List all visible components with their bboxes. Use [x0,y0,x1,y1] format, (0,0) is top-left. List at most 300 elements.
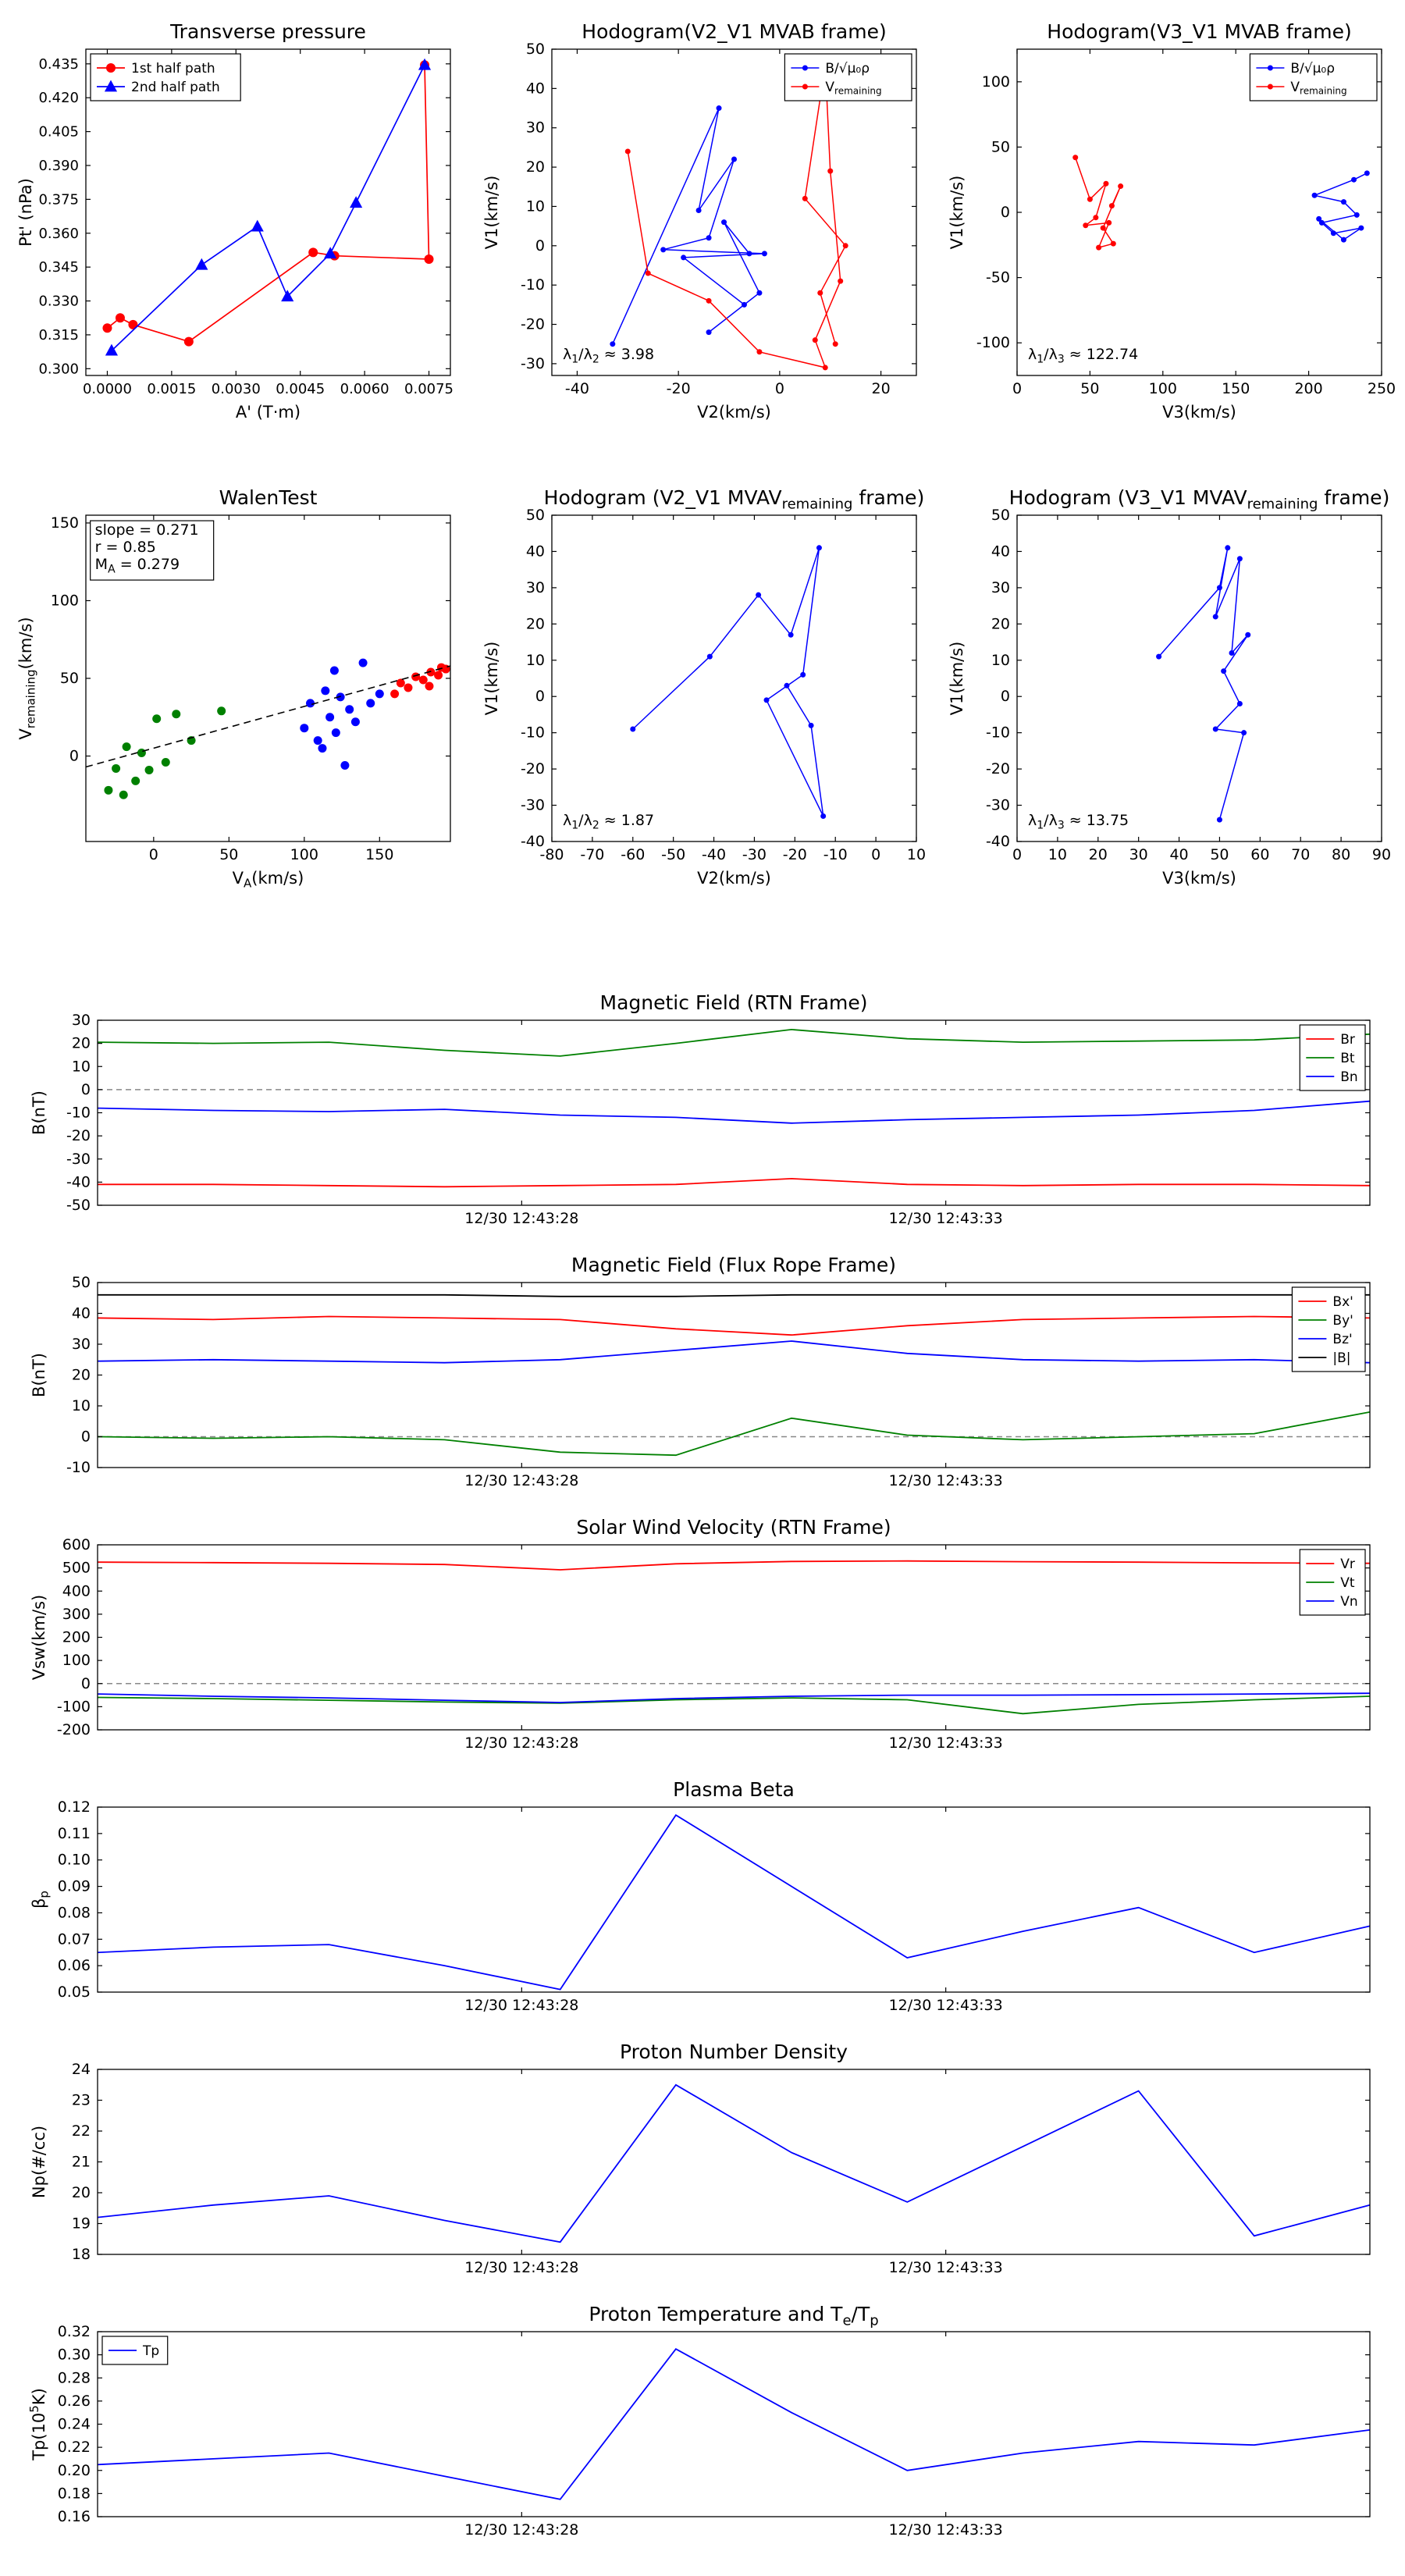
y-tick-label: 0.405 [38,123,79,141]
y-tick-label: 20 [71,2184,91,2201]
x-tick-label: -30 [742,846,767,863]
y-tick-label: 19 [71,2215,91,2233]
y-axis-label: Np(#/cc) [30,2125,48,2199]
point-marker [366,699,375,707]
y-tick-label: 50 [71,1274,91,1291]
x-tick-label: 10 [1048,846,1067,863]
point-marker [802,66,808,71]
point-marker [707,654,713,660]
x-tick-label: 0 [871,846,881,863]
y-tick-label: 0.08 [57,1904,91,1922]
chart-title: Hodogram (V3_V1 $MVAV_{remaining}$ frame) [1008,486,1390,513]
x-tick-label: 150 [365,846,394,863]
point-marker [102,323,112,333]
x-tick-label: -60 [621,846,646,863]
plot-background [98,1283,1370,1468]
annotation-text: $\lambda_1/\lambda_3 \approx 13.75$ [1028,812,1129,832]
point-marker [359,659,368,667]
legend-label: Bx' [1332,1293,1353,1310]
point-marker [823,365,828,370]
point-marker [404,683,412,692]
chart-hodogram-v3-v1-mvav [943,478,1396,899]
y-tick-label: -40 [520,833,545,850]
y-tick-label: 0 [535,688,545,706]
point-marker [1111,241,1116,247]
x-tick-label: 12/30 12:43:33 [888,2521,1003,2539]
y-tick-label: -200 [56,1721,91,1738]
point-marker [742,302,747,308]
y-tick-label: 20 [525,615,545,633]
point-marker [397,678,405,687]
point-marker [1268,66,1273,71]
point-marker [390,689,399,698]
point-marker [1341,199,1346,205]
y-tick-label: 30 [71,1012,91,1029]
x-tick-label: 12/30 12:43:28 [464,1735,579,1752]
y-tick-label: 20 [71,1034,91,1052]
x-tick-label: 150 [1222,380,1250,397]
point-marker [152,714,161,723]
annotation-text: $\lambda_1/\lambda_2 \approx 3.98$ [563,346,655,366]
y-axis-label: V1(km/s) [482,175,501,250]
point-marker [756,592,761,598]
point-marker [756,349,762,354]
x-tick-label: 12/30 12:43:28 [464,1997,579,2014]
point-marker [827,169,833,174]
y-tick-label: 0.20 [57,2461,91,2479]
y-tick-label: 0.360 [38,225,79,242]
point-marker [1364,170,1370,176]
y-tick-label: 20 [525,158,545,176]
plot-background [98,2332,1370,2517]
y-tick-label: 0.435 [38,55,79,73]
y-tick-label: 0.12 [57,1799,91,1816]
legend-label: $V_{remaining}$ [825,79,882,97]
point-marker [1217,585,1222,590]
y-tick-label: 10 [525,197,545,215]
point-marker [106,63,116,73]
plot-background [1017,515,1382,841]
y-tick-label: -10 [66,1459,91,1476]
chart-title: Plasma Beta [673,1778,795,1801]
y-tick-label: 0.32 [57,2323,91,2340]
point-marker [1103,181,1108,187]
y-tick-label: 24 [71,2061,91,2078]
y-tick-label: -20 [985,760,1010,778]
x-tick-label: 12/30 12:43:33 [888,1210,1003,1227]
x-tick-label: 60 [1250,846,1270,863]
y-tick-label: 200 [62,1628,91,1646]
point-marker [1217,817,1222,823]
y-tick-label: 150 [50,514,79,532]
x-axis-label: A' (T·m) [235,403,301,422]
y-tick-label: 0 [80,1080,91,1098]
legend-label: By' [1332,1312,1353,1329]
x-tick-label: -50 [661,846,686,863]
y-tick-label: 0.375 [38,191,79,208]
point-marker [351,717,360,726]
y-tick-label: 0.07 [57,1930,91,1948]
point-marker [820,813,826,819]
y-tick-label: 10 [991,651,1010,669]
x-tick-label: 12/30 12:43:28 [464,2259,579,2276]
x-tick-label: 200 [1294,380,1323,397]
point-marker [838,279,843,284]
y-tick-label: 0.22 [57,2439,91,2457]
point-marker [1106,220,1112,226]
y-tick-label: 50 [991,138,1010,156]
x-tick-label: 12/30 12:43:33 [888,1997,1003,2014]
legend [91,54,240,101]
x-tick-label: 12/30 12:43:33 [888,1735,1003,1752]
legend-label: |B| [1332,1350,1351,1366]
y-tick-label: 30 [71,1336,91,1353]
y-tick-label: 0 [535,237,545,254]
point-marker [419,675,428,684]
point-marker [1156,654,1161,660]
x-axis-label: $V_A(km/s)$ [232,869,304,891]
x-tick-label: 250 [1367,380,1396,397]
point-marker [784,683,789,688]
x-tick-label: 0 [148,846,158,863]
y-tick-label: 300 [62,1605,91,1623]
y-tick-label: -10 [520,724,545,742]
y-tick-label: 100 [981,73,1010,91]
chart-transverse-pressure [12,12,464,433]
y-tick-label: 0.330 [38,293,79,310]
chart-title: Hodogram(V3_V1 MVAB frame) [1047,20,1352,43]
y-tick-label: 0.05 [57,1984,91,2001]
chart-title: Solar Wind Velocity (RTN Frame) [576,1516,891,1539]
point-marker [696,208,702,213]
x-tick-label: 90 [1371,846,1392,863]
y-tick-label: 0.24 [57,2415,91,2433]
point-marker [1354,212,1360,218]
point-marker [746,251,752,256]
point-marker [306,699,315,707]
point-marker [1225,545,1230,550]
y-tick-label: 0.09 [57,1877,91,1895]
point-marker [119,791,128,799]
point-marker [630,727,635,732]
x-tick-label: 30 [1129,846,1148,863]
x-tick-label: 100 [1148,380,1177,397]
point-marker [300,724,308,732]
point-marker [1237,701,1243,706]
x-tick-label: 0 [774,380,784,397]
x-axis-label: V3(km/s) [1162,403,1236,422]
chart-proton-temperature [16,2297,1389,2554]
chart-hodogram-v2-v1-mvav [478,478,930,899]
point-marker [172,710,180,718]
y-tick-label: -30 [66,1150,91,1168]
y-tick-label: 0.10 [57,1851,91,1869]
y-tick-label: 0.18 [57,2485,91,2503]
point-marker [332,728,340,737]
y-tick-label: 0.390 [38,157,79,174]
chart-plasma-beta [16,1772,1389,2030]
y-tick-label: -30 [520,796,545,814]
chart-proton-number-density [16,2034,1389,2292]
x-axis-label: V2(km/s) [697,869,771,888]
y-tick-label: -10 [520,276,545,294]
point-marker [764,697,770,703]
y-tick-label: 0.28 [57,2369,91,2387]
y-axis-label: V1(km/s) [482,641,501,716]
chart-title: Proton Number Density [620,2041,848,2063]
y-tick-label: 18 [71,2246,91,2263]
y-tick-label: 50 [59,670,79,687]
point-marker [721,219,727,225]
legend-label: Br [1340,1031,1355,1048]
y-axis-label: $V_{remaining}(km/s)$ [16,617,38,740]
point-marker [816,545,822,550]
point-marker [646,271,651,276]
point-marker [1213,614,1218,620]
y-tick-label: 0.16 [57,2508,91,2525]
x-tick-label: 0.0015 [147,381,197,397]
y-tick-label: 50 [525,507,545,524]
y-tick-label: 0.420 [38,90,79,107]
y-tick-label: 0.315 [38,326,79,343]
legend-label: Vr [1340,1556,1355,1572]
legend-label: 2nd half path [131,79,220,95]
point-marker [1118,183,1123,189]
y-tick-label: 21 [71,2153,91,2171]
x-tick-label: 0 [1012,380,1023,397]
y-tick-label: 0 [80,1674,91,1692]
x-tick-label: 50 [1080,380,1100,397]
legend [1300,1550,1365,1615]
x-tick-label: -20 [666,380,691,397]
y-tick-label: -40 [985,833,1010,850]
x-tick-label: -40 [564,380,589,397]
legend [102,2336,168,2364]
point-marker [1237,556,1243,561]
point-marker [833,341,838,347]
point-marker [1241,730,1247,735]
x-tick-label: 20 [1088,846,1108,863]
chart-title: Hodogram (V2_V1 $MVAV_{remaining}$ frame) [543,486,925,513]
legend-label: Vt [1340,1574,1355,1591]
legend [1300,1025,1365,1091]
x-tick-label: 100 [290,846,318,863]
chart-title: Transverse pressure [170,20,366,43]
point-marker [802,84,808,90]
legend-label: Tp [143,2343,160,2359]
y-tick-label: 40 [525,543,545,560]
point-marker [706,235,712,240]
x-tick-label: 12/30 12:43:33 [888,1472,1003,1489]
legend-label: 1st half path [131,60,215,76]
y-axis-label: $Tp(10^5K)$ [27,2388,48,2460]
y-tick-label: 0 [80,1428,91,1446]
y-tick-label: 30 [991,578,1010,596]
y-tick-label: 0.345 [38,259,79,276]
y-axis-label: Pt' (nPa) [16,178,35,247]
point-marker [756,290,762,296]
plot-background [98,2069,1370,2254]
legend-label: Bz' [1332,1331,1353,1347]
point-marker [1083,222,1088,228]
x-tick-label: -40 [702,846,727,863]
point-marker [112,764,120,773]
x-tick-label: 40 [1169,846,1189,863]
point-marker [137,749,146,757]
y-tick-label: -20 [520,315,545,333]
point-marker [717,105,722,111]
y-axis-label: B(nT) [30,1091,48,1135]
annotation-text: $\lambda_1/\lambda_3 \approx 122.74$ [1028,346,1139,366]
x-tick-label: 12/30 12:43:28 [464,2521,579,2539]
point-marker [1358,226,1364,231]
point-marker [217,706,226,715]
y-tick-label: 0.30 [57,2346,91,2364]
x-tick-label: 12/30 12:43:33 [888,2259,1003,2276]
point-marker [1245,632,1250,638]
x-tick-label: 0.0000 [82,381,132,397]
x-tick-label: 0.0030 [211,381,261,397]
chart-title: WalenTest [219,486,318,509]
y-tick-label: 400 [62,1582,91,1600]
x-tick-label: -80 [539,846,564,863]
legend [1250,54,1377,101]
point-marker [1351,177,1357,183]
x-tick-label: 70 [1291,846,1311,863]
y-tick-label: 20 [71,1366,91,1384]
point-marker [802,196,808,201]
chart-magnetic-field-flux-rope [16,1247,1389,1505]
y-tick-label: 40 [71,1304,91,1322]
y-tick-label: -100 [56,1698,91,1716]
y-tick-label: 30 [525,578,545,596]
point-marker [314,736,322,745]
point-marker [184,337,194,347]
annotation-text: $\lambda_1/\lambda_2 \approx 1.87$ [563,812,655,832]
y-tick-label: 0 [1000,688,1010,706]
y-tick-label: 50 [991,507,1010,524]
x-tick-label: 20 [871,380,891,397]
point-marker [318,744,326,753]
y-tick-label: 0.300 [38,361,79,378]
chart-walen-test [12,478,464,899]
point-marker [425,681,433,690]
y-axis-label: V1(km/s) [948,175,966,250]
y-tick-label: 40 [525,80,545,98]
point-marker [809,723,814,728]
point-marker [345,705,354,713]
point-marker [800,672,806,678]
y-tick-label: -30 [985,796,1010,814]
point-marker [1093,215,1098,220]
x-tick-label: 10 [906,846,927,863]
y-axis-label: V1(km/s) [948,641,966,716]
y-tick-label: 10 [71,1397,91,1414]
x-tick-label: -20 [782,846,807,863]
point-marker [321,686,329,695]
point-marker [425,254,434,264]
x-tick-label: 0 [1012,846,1023,863]
chart-solar-wind-velocity [16,1510,1389,1767]
x-tick-label: 0.0060 [340,381,389,397]
point-marker [1101,226,1106,231]
y-tick-label: 600 [62,1536,91,1553]
x-tick-label: 50 [1210,846,1229,863]
y-tick-label: -100 [976,334,1010,352]
point-marker [625,148,631,154]
x-axis-label: V3(km/s) [1162,869,1236,888]
y-tick-label: 23 [71,2091,91,2109]
point-marker [843,243,848,248]
annotation-text: r = 0.85 [94,539,156,557]
chart-title: Hodogram(V2_V1 MVAB frame) [582,20,887,43]
legend-label: $V_{remaining}$ [1290,79,1347,97]
y-tick-label: 22 [71,2122,91,2140]
y-tick-label: 40 [991,543,1010,560]
y-axis-label: B(nT) [30,1353,48,1397]
chart-hodogram-v3-v1-mvab [943,12,1396,433]
point-marker [308,247,318,257]
point-marker [340,761,349,770]
y-tick-label: 20 [991,615,1010,633]
x-tick-label: 0.0045 [276,381,325,397]
y-tick-label: 500 [62,1559,91,1577]
x-tick-label: -10 [823,846,848,863]
legend-box [1292,1287,1365,1372]
y-tick-label: -30 [520,354,545,372]
point-marker [116,313,125,322]
plot-background [98,1807,1370,1992]
legend [1292,1287,1365,1372]
y-tick-label: -40 [66,1173,91,1191]
point-marker [1312,193,1318,198]
point-marker [145,766,154,774]
point-marker [1341,237,1346,243]
legend-label: Bt [1340,1050,1355,1066]
y-tick-label: 100 [62,1652,91,1670]
y-tick-label: -10 [985,724,1010,742]
annotation-text: slope = 0.271 [94,521,199,539]
point-marker [817,290,823,296]
x-tick-label: 80 [1332,846,1351,863]
y-tick-label: -20 [66,1127,91,1145]
y-tick-label: 30 [525,119,545,137]
point-marker [1331,230,1336,236]
plot-background [552,515,916,841]
y-tick-label: 10 [71,1058,91,1076]
point-marker [411,673,420,681]
point-marker [813,337,818,343]
point-marker [1316,216,1321,222]
legend-label: B/√μ₀ρ [825,60,870,76]
y-tick-label: -50 [66,1197,91,1214]
point-marker [375,689,384,698]
y-tick-label: 0.06 [57,1957,91,1975]
legend [784,54,912,101]
point-marker [123,742,131,751]
y-tick-label: -50 [985,269,1010,286]
point-marker [330,667,339,675]
y-tick-label: 0.26 [57,2392,91,2410]
chart-title: Magnetic Field (RTN Frame) [599,991,868,1014]
point-marker [434,671,443,680]
point-marker [762,251,767,256]
chart-hodogram-v2-v1-mvab [478,12,930,433]
point-marker [1268,84,1273,90]
chart-title: Magnetic Field (Flux Rope Frame) [571,1254,897,1276]
point-marker [162,758,170,767]
y-tick-label: 0 [1000,204,1010,221]
